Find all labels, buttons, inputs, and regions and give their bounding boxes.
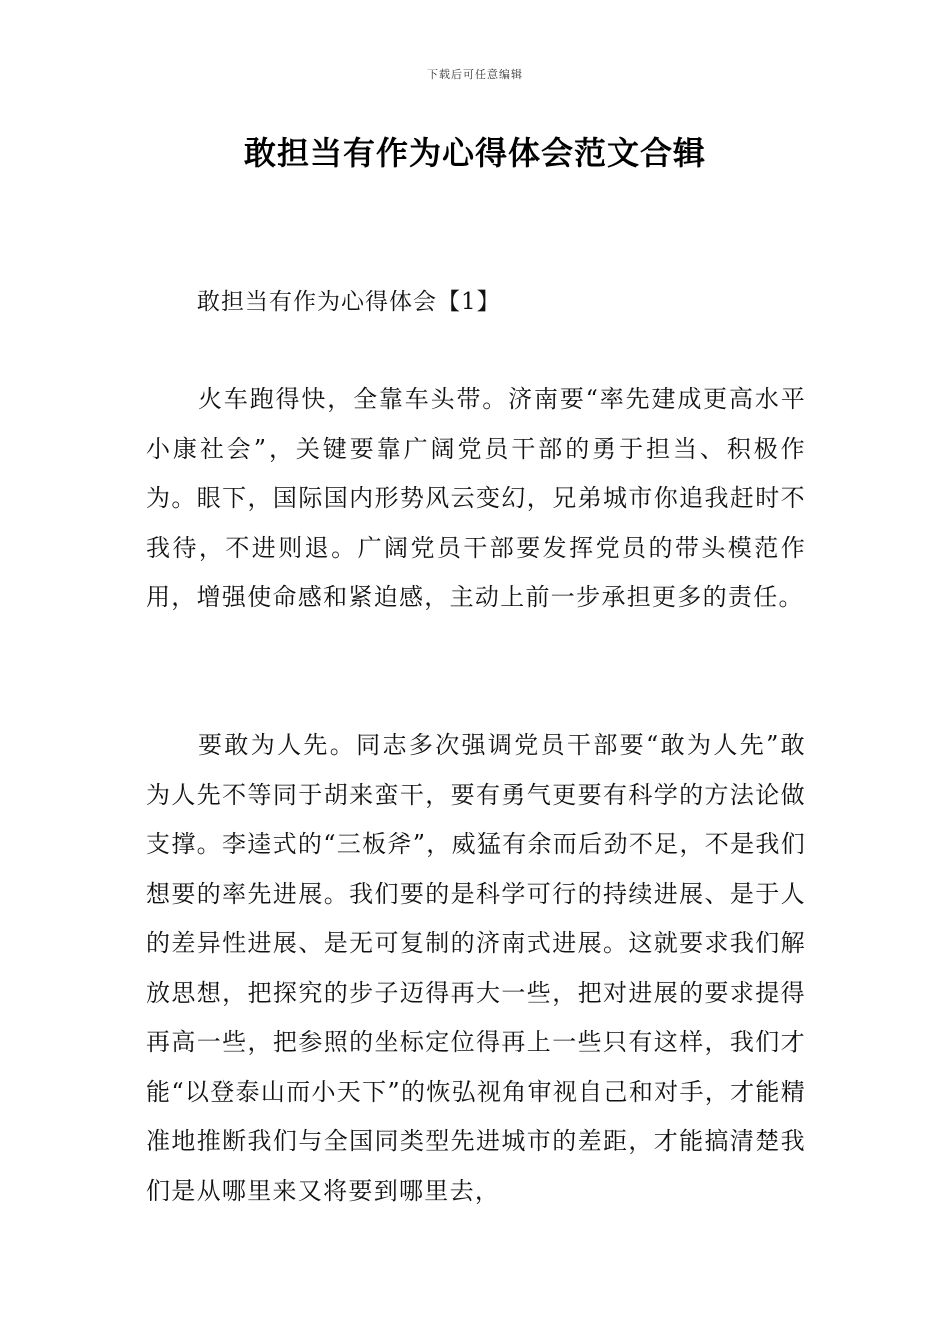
body-paragraph: 要敢为人先。同志多次强调党员干部要“敢为人先”敢为人先不等同于胡来蛮干，要有勇气更要有科学的方法论做支撑。李逵式的“三板斧”，威猛有余而后劲不足，不是我们想要的率先进展。我们要的是科学可行的持续进展、是于人的差异性进展、是无可复制的济南式进展。这就要求我们解放思想，把探究的步子迈得再大一些，把对进展的要求提得再高一些，把参照的坐标定位得再上一些只有这样，我们才能“以登泰山而小天下”的恢弘视角审视自己和对手，才能精准地推断我们与全国同类型先进城市的差距，才能搞清楚我们是从哪里来又将要到哪里去， xyxy=(146,731,806,1205)
body-paragraph: 火车跑得快，全靠车头带。济南要“率先建成更高水平小康社会”，关键要靠广阔党员干部的勇于担当、积极作为。眼下，国际国内形势风云变幻，兄弟城市你追我赶时不我待，不进则退。广阔党员干部要发挥党员的带头模范作用，增强使命感和紧迫感，主动上前一步承担更多的责任。 xyxy=(146,385,806,611)
document-title: 敢担当有作为心得体会范文合辑 xyxy=(243,134,706,172)
header-note: 下载后可任意编辑 xyxy=(427,68,523,81)
section-heading: 敢担当有作为心得体会【1】 xyxy=(197,289,501,315)
